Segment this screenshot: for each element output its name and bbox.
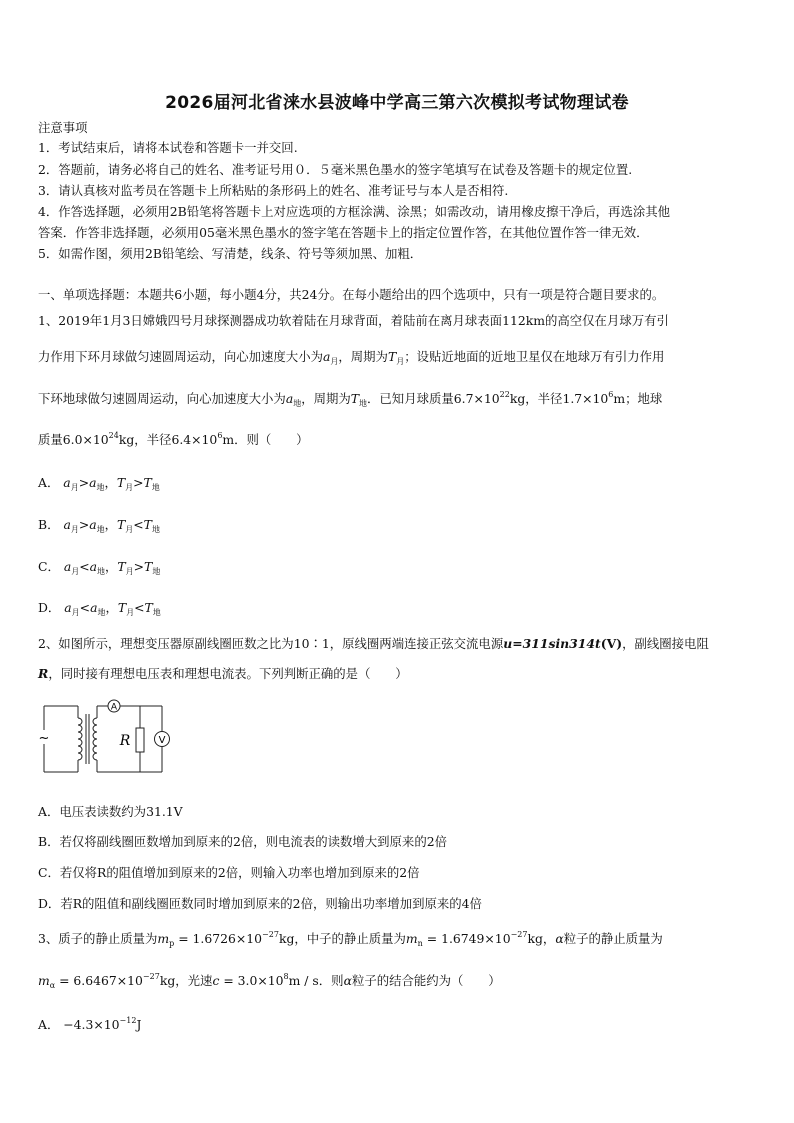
q3-line-1: 3、质子的静止质量为$m_p = 1.6726\times 10^{-27}kg$，中子的静止质量为$m_n = 1.6749\times 10^{-27}kg$，α粒子的静止质量为 bbox=[38, 930, 663, 948]
q1-option-a[interactable]: A． $a_月>a_地$，$T_月>T_地$ bbox=[38, 475, 160, 492]
transformer-circuit-diagram bbox=[36, 698, 176, 780]
q1-line-1: 1、2019年1月3日嫦娥四号月球探测器成功软着陆在月球背面，着陆前在离月球表面112km的高空仅在月球万有引 bbox=[38, 313, 669, 328]
notice-item-4: 4．作答选择题，必须用2B铅笔将答题卡上对应选项的方框涂满、涂黑；如需改动，请用橡皮擦干净后，再选涂其他 bbox=[38, 204, 671, 219]
earth-mass: 6.0×10 bbox=[62, 432, 109, 447]
alpha-mass: = 6.6467×10 bbox=[55, 973, 143, 988]
q1-line-2: 力作用下环月球做匀速圆周运动，向心加速度大小为$a_月$，周期为$T_月$；设贴近地面的近地卫星仅在地球万有引力作用 bbox=[38, 349, 665, 366]
q1-height: 112km bbox=[502, 313, 545, 328]
earth-radius: 6.4×10 bbox=[171, 432, 218, 447]
notice-item-5: 5．如需作图，须用2B铅笔绘、写清楚，线条、符号等须加黑、加粗． bbox=[38, 246, 423, 261]
q2-option-a[interactable]: A．电压表读数约为31.1V bbox=[38, 804, 183, 819]
q2-line-1: 2、如图所示，理想变压器原副线圈匝数之比为10∶1，原线圈两端连接正弦交流电源u=311sin314t(V)，副线圈接电阻 bbox=[38, 636, 709, 651]
q3-option-a[interactable]: A． $-4.3\times 10^{-12}J$ bbox=[38, 1016, 142, 1032]
section-heading: 一、单项选择题：本题共6小题，每小题4分，共24分。在每小题给出的四个选项中，只有一项是符合题目要求的。 bbox=[38, 287, 665, 302]
q2-option-c[interactable]: C．若仅将R的阻值增加到原来的2倍，则输入功率也增加到原来的2倍 bbox=[38, 865, 420, 880]
voltmeter-label: V bbox=[158, 735, 166, 746]
moon-radius: 1.7×10 bbox=[562, 391, 609, 406]
notice-item-2: 2．答题前，请务必将自己的姓名、准考证号用０．５毫米黑色墨水的签字笔填写在试卷及答题卡的规定位置. bbox=[38, 162, 633, 177]
notice-item-1: 1．考试结束后，请将本试卷和答题卡一并交回. bbox=[38, 140, 298, 155]
moon-mass: 6.7×10 bbox=[453, 391, 500, 406]
notice-item-4-cont: 答案．作答非选择题，必须用05毫米黑色墨水的签字笔在答题卡上的指定位置作答，在其他位置作答一律无效． bbox=[38, 225, 649, 240]
q1-line-3: 下环地球做匀速圆周运动，向心加速度大小为$a_地$，周期为$T_地$．已知月球质量$6.7\times 10^{22}kg$，半径$1.7\times 10^6m$；地球 bbox=[38, 390, 663, 408]
q2-option-d[interactable]: D．若R的阻值和副线圈匝数同时增加到原来的2倍，则输出功率增加到原来的4倍 bbox=[38, 896, 482, 911]
page-title: 2026届河北省涞水县波峰中学高三第六次模拟考试物理试卷 bbox=[165, 93, 629, 113]
neutron-mass: = 1.6749×10 bbox=[422, 931, 511, 946]
q2-line-2: R，同时接有理想电压表和理想电流表。下列判断正确的是（ ） bbox=[38, 666, 408, 681]
source-equation: u=311sin314t bbox=[503, 636, 601, 651]
q2-option-b[interactable]: B．若仅将副线圈匝数增加到原来的2倍，则电流表的读数增大到原来的2倍 bbox=[38, 834, 447, 849]
q3-line-2: $m_\alpha = 6.6467\times 10^{-27}kg$，光速$c = 3.0\times 10^8m / s$．则α粒子的结合能约为（ ） bbox=[38, 972, 501, 990]
ammeter-label: A bbox=[110, 702, 118, 713]
proton-mass: = 1.6726×10 bbox=[174, 931, 263, 946]
resistor-label: R bbox=[119, 733, 131, 749]
ac-source-icon: ~ bbox=[38, 731, 50, 746]
q1-option-b[interactable]: B． $a_月>a_地$，$T_月<T_地$ bbox=[38, 517, 160, 534]
q1-line-4: 质量$6.0\times 10^{24}kg$，半径$6.4\times 10^6m$．则（ ） bbox=[38, 431, 309, 447]
light-speed: = 3.0×10 bbox=[219, 973, 284, 988]
notice-item-3: 3．请认真核对监考员在答题卡上所粘贴的条形码上的姓名、准考证号与本人是否相符. bbox=[38, 183, 509, 198]
q1-option-c[interactable]: C． $a_月<a_地$，$T_月>T_地$ bbox=[38, 559, 161, 576]
notice-heading: 注意事项 bbox=[38, 120, 88, 135]
q1-option-d[interactable]: D． $a_月<a_地$，$T_月<T_地$ bbox=[38, 600, 161, 617]
